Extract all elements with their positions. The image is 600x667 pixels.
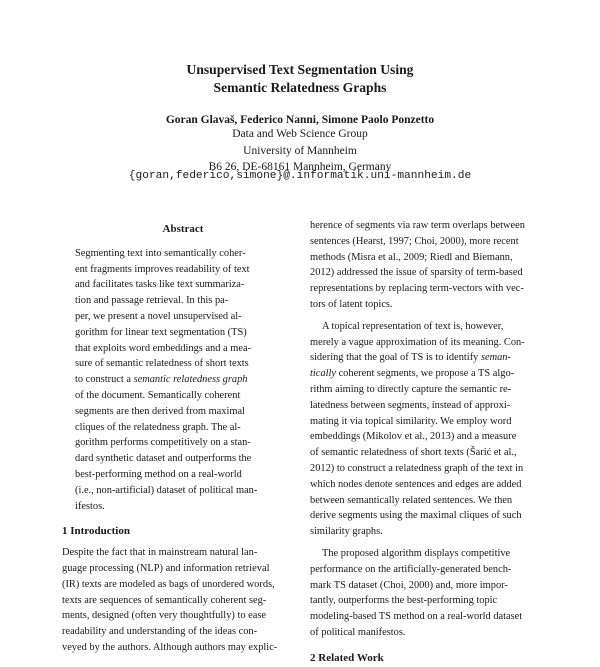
section-heading: 1 Introduction — [62, 525, 130, 538]
body-line: tantly, outperforms the best-performing topic — [310, 595, 498, 607]
abstract-line: dard synthetic dataset and outperforms the — [75, 453, 252, 465]
body-line: similarity graphs. — [310, 526, 383, 538]
abstract-line: per, we present a novel unsupervised al- — [75, 310, 242, 322]
intro-line: guage processing (NLP) and information retrieval — [62, 562, 270, 574]
abstract-line: segments are then derived from maximal — [75, 405, 245, 417]
affiliation-line: B6 26, DE-68161 Mannheim, Germany — [208, 161, 392, 173]
abstract-heading: Abstract — [162, 223, 204, 235]
abstract-line: best-performing method on a real-world — [75, 468, 242, 480]
intro-line: veyed by the authors. Although authors may explic- — [62, 641, 278, 653]
intro-line: (IR) texts are modeled as bags of unordered words, — [62, 578, 275, 590]
abstract-line: Segmenting text into semantically coher- — [75, 247, 246, 259]
body-line: methods (Misra et al., 2009; Riedl and Biemann, — [310, 251, 513, 263]
section-heading: 2 Related Work — [310, 651, 384, 664]
body-line: tically coherent segments, we propose a TS algo- — [310, 368, 515, 380]
body-line: herence of segments via raw term overlaps between — [310, 220, 525, 231]
body-line: between semantically related sentences. We then — [310, 494, 513, 506]
body-line: which nodes denote sentences and edges are added — [310, 478, 522, 490]
body-line: representations by replacing term-vectors with vec- — [310, 283, 524, 295]
body-line: mating it via topical similarity. We employ word — [310, 415, 512, 427]
body-line: mark TS dataset (Choi, 2000) and, more impor- — [310, 579, 508, 591]
abstract-line: of the document. Semantically coherent — [75, 389, 241, 401]
italic-term: semantic relatedness graph — [133, 374, 248, 386]
body-line: latedness between segments, instead of approxi- — [310, 399, 511, 411]
affiliation-line: University of Mannheim — [243, 145, 357, 157]
body-line: of semantic relatedness of short texts (Šarić et al., — [310, 447, 517, 459]
abstract-line: gorithm performs competitively on a stan- — [75, 437, 251, 449]
body-line: performance on the artificially-generated bench- — [310, 563, 512, 575]
left-column — [62, 222, 291, 656]
author-email: {goran,federico,simone}@.informatik.uni-mannheim.de — [128, 170, 472, 182]
abstract-line: to construct a semantic relatedness graph — [75, 374, 248, 386]
body-line: 2012) to construct a relatedness graph of the text in — [310, 462, 524, 474]
body-line: sidering that the goal of TS is to identify seman- — [310, 352, 511, 364]
body-line: A topical representation of text is, however, — [322, 320, 504, 332]
abstract-line: tion and passage retrieval. In this pa- — [75, 295, 229, 307]
body-line: sentences (Hearst, 1997; Choi, 2000), more recent — [310, 235, 519, 247]
intro-line: readability and understanding of the ideas con- — [62, 626, 258, 638]
body-line: of political manifestos. — [310, 626, 406, 638]
intro-line: texts are sequences of semantically coherent seg- — [62, 594, 267, 606]
body-line: tors of latent topics. — [310, 298, 393, 310]
paper-title: Unsupervised Text Segmentation Using Semantic Relatedness Graphs — [186, 62, 414, 95]
body-line: The proposed algorithm displays competitive — [322, 547, 511, 559]
body-line: derive segments using the maximal cliques of such — [310, 510, 522, 522]
affiliation-line: Data and Web Science Group — [232, 128, 368, 140]
right-column — [310, 218, 526, 667]
intro-line: ments, designed (often very thoughtfully) to ease — [62, 610, 267, 622]
body-line: rithm aiming to directly capture the semantic re- — [310, 383, 512, 395]
body-line: 2012) addressed the issue of sparsity of term-based — [310, 267, 523, 279]
body-line: merely a vague approximation of its meaning. Con- — [310, 336, 525, 348]
intro-line: Despite the fact that in mainstream natural lan- — [62, 547, 258, 559]
body-line: modeling-based TS method on a real-world dataset — [310, 611, 523, 623]
abstract-line: and facilitates tasks like text summariza- — [75, 279, 245, 291]
abstract-line: sure of semantic relatedness of short texts — [75, 358, 249, 370]
abstract-line: (i.e., non-artificial) dataset of political man- — [75, 484, 258, 496]
body-line: embeddings (Mikolov et al., 2013) and a measure — [310, 431, 517, 443]
abstract-line: ent fragments improves readability of text — [75, 263, 250, 275]
abstract-line: gorithm for linear text segmentation (TS) — [75, 326, 247, 338]
authors: Goran Glavaš, Federico Nanni, Simone Paolo Ponzetto — [165, 114, 435, 126]
abstract-line: that exploits word embeddings and a mea- — [75, 342, 252, 354]
abstract-line: ifestos. — [75, 500, 105, 512]
abstract-line: cliques of the relatedness graph. The al- — [75, 421, 241, 433]
